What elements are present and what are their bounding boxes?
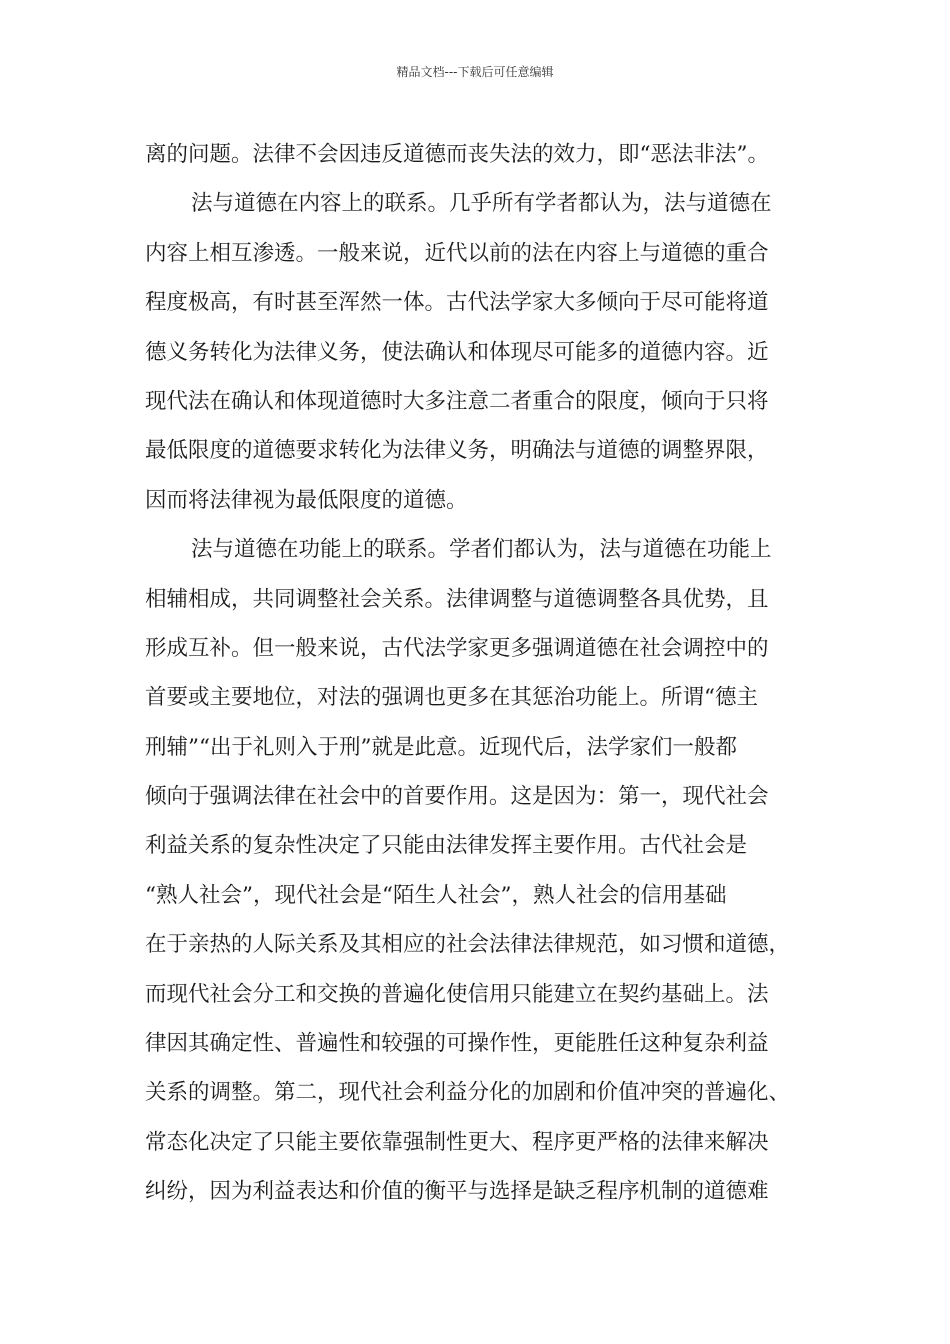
text-line: 现代法在确认和体现道德时大多注意二者重合的限度，倾向于只将 — [145, 388, 769, 414]
text-line: 相辅相成，共同调整社会关系。法律调整与道德调整各具优势，且 — [145, 586, 769, 612]
body-text — [145, 130, 810, 1217]
text-line: 常态化决定了只能主要依靠强制性更大、程序更严格的法律来解决 — [145, 1129, 769, 1155]
text-line: 首要或主要地位，对法的强调也更多在其惩治功能上。所谓“德主 — [145, 685, 758, 711]
text-line: 而现代社会分工和交换的普遍化使信用只能建立在契约基础上。法 — [145, 981, 769, 1007]
text-line: 程度极高，有时甚至浑然一体。古代法学家大多倾向于尽可能将道 — [145, 290, 769, 316]
text-line: 德义务转化为法律义务，使法确认和体现尽可能多的道德内容。近 — [145, 339, 769, 365]
text-line: 关系的调整。第二，现代社会利益分化的加剧和价值冲突的普遍化、 — [145, 1080, 791, 1106]
paragraph-first-line: 法与道德在内容上的联系。几乎所有学者都认为，法与道德在 — [191, 191, 772, 217]
text-line: “熟人社会”，现代社会是“陌生人社会”，熟人社会的信用基础 — [145, 882, 727, 908]
text-line: 离的问题。法律不会因违反道德而丧失法的效力，即“恶法非法”。 — [145, 142, 769, 167]
text-line: 刑辅”“出于礼则入于刑”就是此意。近现代后，法学家们一般都 — [145, 734, 737, 760]
text-line: 在于亲热的人际关系及其相应的社会法律法律规范，如习惯和道德， — [145, 932, 791, 958]
text-line: 倾向于强调法律在社会中的首要作用。这是因为：第一，现代社会 — [145, 784, 769, 810]
text-line: 形成互补。但一般来说，古代法学家更多强调道德在社会调控中的 — [145, 635, 769, 661]
text-line: 利益关系的复杂性决定了只能由法律发挥主要作用。古代社会是 — [145, 833, 748, 859]
paragraph-first-line: 法与道德在功能上的联系。学者们都认为，法与道德在功能上 — [191, 537, 772, 563]
text-line: 内容上相互渗透。一般来说，近代以前的法在内容上与道德的重合 — [145, 240, 769, 266]
page-header: 精品文档---下载后可任意编辑 — [396, 65, 554, 79]
text-line: 纠纷，因为利益表达和价值的衡平与选择是缺乏程序机制的道德难 — [145, 1179, 769, 1205]
text-line: 因而将法律视为最低限度的道德。 — [145, 487, 468, 513]
text-line: 最低限度的道德要求转化为法律义务，明确法与道德的调整界限， — [145, 438, 769, 464]
text-line: 律因其确定性、普遍性和较强的可操作性，更能胜任这种复杂利益 — [145, 1031, 769, 1057]
